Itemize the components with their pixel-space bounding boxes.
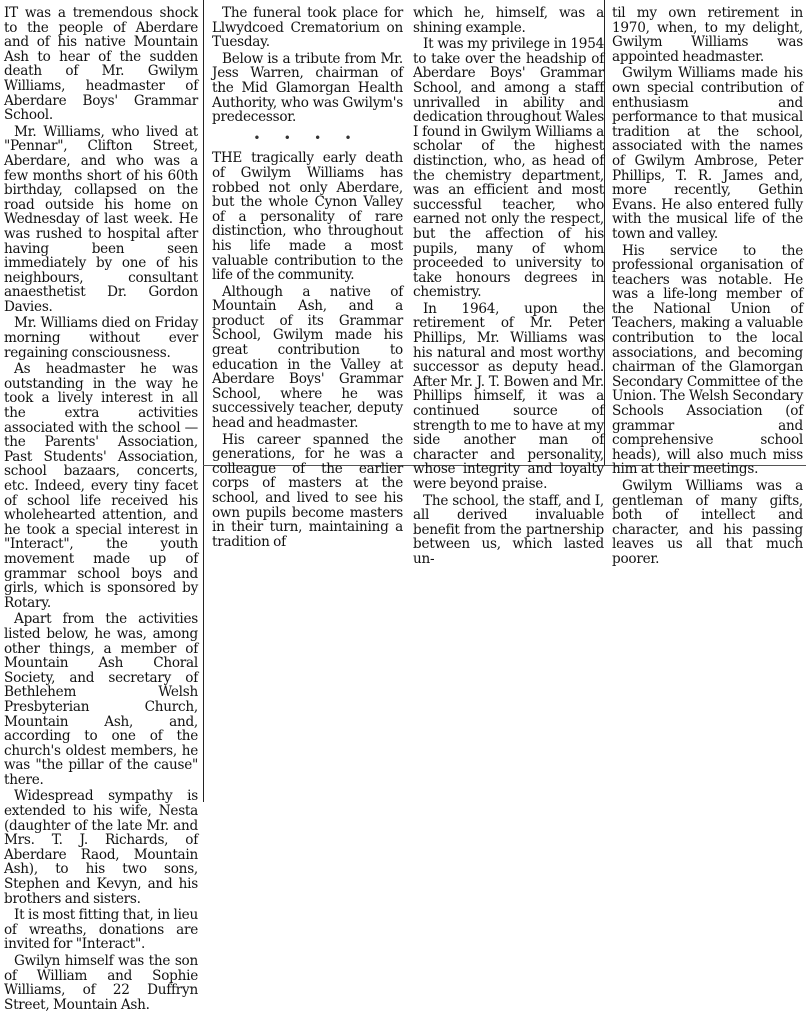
column-1 xyxy=(4,6,198,1014)
column-4 xyxy=(612,6,803,569)
paragraph: It was my privilege in 1954 to take over the headship of Aberdare Boys' Grammar School, and among a staff unrivalled in ability and dedication throughout Wales I found in Gwilym Williams a scholar of the highest distinction, who, as head of the chemistry department, was an efficient and most successful teacher, who earned not only the respect, but the affection of his pupils, many of whom proceeded to university to take honours degrees in chemistry. xyxy=(413,36,604,301)
paragraph: Gwilym Williams made his own special contribution of enthusiasm and performance to that musical tradition at the school, associated with the names of Gwilym Ambrose, Peter Phillips, T. R. James and, more recently, Gethin Evans. He also entered fully with the musical life of the town and valley. xyxy=(612,65,803,242)
paragraph: which he, himself, was a shining example. xyxy=(413,5,604,36)
paragraph: Widespread sympathy is extended to his wife, Nesta (daughter of the late Mr. and Mrs. T. J. Richards, of Aberdare Raod, Mountain Ash), to his two sons, Stephen and Kevyn, and his brothers and sisters. xyxy=(4,788,198,907)
paragraph: Apart from the activities listed below, he was, among other things, a member of Mountain Ash Choral Society, and secretary of Bethlehem Welsh Presbyterian Church, Mountain Ash, and, according to one of the church's oldest members, he was "the pillar of the cause" there. xyxy=(4,611,198,788)
column-3 xyxy=(413,6,604,569)
paragraph: til my own retirement in 1970, when, to my delight, Gwilym Williams was appointed headmaster. xyxy=(612,5,803,65)
separator-dots: • • • • xyxy=(253,130,362,145)
column-2 xyxy=(212,6,403,551)
paragraph: Gwilym Williams was a gentleman of many gifts, both of intellect and character, and his passing leaves us all that much poorer. xyxy=(612,478,803,567)
paragraph: IT was a tremendous shock to the people of Aberdare and of his native Mountain Ash to hear of the sudden death of Mr. Gwilym Williams, headmaster of Aberdare Boys' Grammar School. xyxy=(4,5,198,124)
paragraph: Below is a tribute from Mr. Jess Warren, chairman of the Mid Glamorgan Health Authority, who was Gwilym's predecessor. xyxy=(212,50,403,126)
paragraph: Although a native of Mountain Ash, and a product of its Grammar School, Gwilym made his great contribution to education in the Valley at Aberdare Boys' Grammar School, where he was successively teacher, deputy head and headmaster. xyxy=(212,283,403,432)
paragraph: Gwilyn himself was the son of William and Sophie Williams, of 22 Duffryn Street, Mountain Ash. xyxy=(4,953,198,1013)
column-divider xyxy=(604,0,605,465)
column-divider xyxy=(203,0,204,802)
paragraph: His career spanned the generations, for he was a colleague of the earlier corps of masters at the school, and lived to see his own pupils become masters in their turn, maintaining a tradition of xyxy=(212,431,403,550)
paragraph: Mr. Williams died on Friday morning without ever regaining consciousness. xyxy=(4,315,198,361)
paragraph: The school, the staff, and I, all derived invaluable benefit from the partnership between us, which lasted un- xyxy=(413,492,604,567)
paragraph: It is most fitting that, in lieu of wreaths, donations are invited for "Interact". xyxy=(4,907,198,953)
paragraph: His service to the professional organisation of teachers was notable. He was a life-long member of the National Union of Teachers, making a valuable contribution to the local associations, and becoming chairman of the Glamorgan Secondary Committee of the Union. The Welsh Secondary Schools Association (of grammar and comprehensive school heads), will also much miss him at their meetings. xyxy=(612,242,803,478)
paragraph: In 1964, upon the retirement of Mr. Peter Phillips, Mr. Williams was his natural and most worthy successor as deputy head. After Mr. J. T. Bowen and Mr. Phillips himself, it was a continued source of strength to me to have at my side another man of character and personality, whose integrity and loyalty were beyond praise. xyxy=(413,300,604,492)
paragraph: THE tragically early death of Gwilym Williams has robbed not only Aberdare, but the whole Cynon Valley of a personality of rare distinction, who throughout his life made a most valuable contribution to the life of the community. xyxy=(212,150,403,284)
paragraph: As headmaster he was outstanding in the way he took a lively interest in all the extra activities associated with the school — the Parents' Association, Past Students' Association, school bazaars, concerts, etc. Indeed, every tiny facet of school life received his wholehearted attention, and he took a special interest in "Interact", the youth movement made up of grammar school boys and girls, which is sponsored by Rotary. xyxy=(4,361,198,611)
paragraph: Mr. Williams, who lived at "Pennar", Clifton Street, Aberdare, and who was a few months short of his 60th birthday, collapsed on the road outside his home on Wednesday of last week. He was rushed to hospital after having been seen immediately by one of his neighbours, consultant anaesthetist Dr. Gordon Davies. xyxy=(4,123,198,315)
paragraph: The funeral took place for Llwydcoed Crematorium on Tuesday. xyxy=(212,5,403,51)
